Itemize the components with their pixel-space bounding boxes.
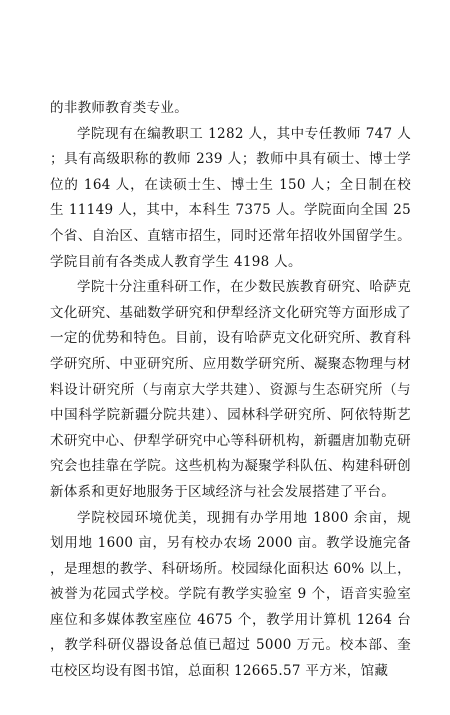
- paragraph-staff-students: 学院现有在编教职工 1282 人，其中专任教师 747 人；具有高级职称的教师 239 人；教师中具有硕士、博士学位的 164 人，在读硕士生、博士生 150 人；全日制在校生 11149 人，其中，本科生 7375 人。学院面向全国 25 个省、自治区、直辖市招生，同时还常年招收外国留学生。学院目前有各类成人教育学生 4198 人。: [50, 125, 411, 270]
- document-page: [50, 96, 411, 685]
- paragraph-campus: 学院校园环境优美，现拥有办学用地 1800 余亩，规划用地 1600 亩，另有校办农场 2000 亩。教学设施完备，是理想的教学、科研场所。校园绿化面积达 60% 以上，被誉为花园式学校。学院有教学实验室 9 个，语音实验室座位和多媒体教室座位 4675 个，教学用计算机 1264 台，教学科研仪器设备总值已超过 5000 万元。校本部、奎屯校区均设有图书馆，总面积 12665.57 平方米，馆藏: [50, 509, 411, 680]
- paragraph-research: 学院十分注重科研工作，在少数民族教育研究、哈萨克文化研究、基础数学研究和伊犁经济文化研究等方面形成了一定的优势和特色。目前，设有哈萨克文化研究所、教育科学研究所、中亚研究所、应用数学研究所、凝聚态物理与材料设计研究所（与南京大学共建）、资源与生态研究所（与中国科学院新疆分院共建）、园林科学研究所、阿依特斯艺术研究中心、伊犁学研究中心等科研机构，新疆唐加勒克研究会也挂靠在学院。这些机构为凝聚学科队伍、构建科研创新体系和更好地服务于区域经济与社会发展搭建了平台。: [50, 279, 411, 500]
- paragraph-continuation: 的非教师教育类专业。: [50, 100, 188, 116]
